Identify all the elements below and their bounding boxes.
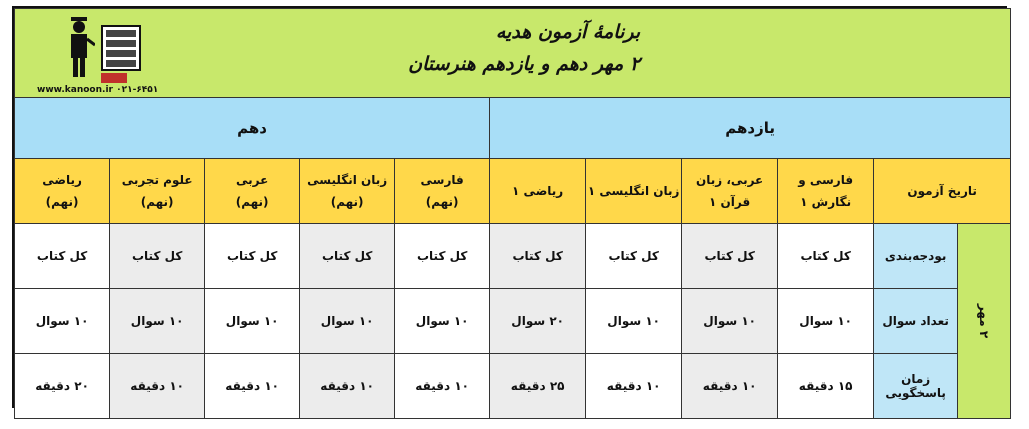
table-cell: کل کتاب: [586, 224, 682, 289]
subject-header: زبان انگلیسی (نهم): [300, 159, 395, 224]
logo-badge-icon: [101, 73, 127, 83]
table-cell: ۱۰ دقیقه: [682, 354, 778, 419]
table-cell: ۱۰ دقیقه: [110, 354, 205, 419]
table-cell: کل کتاب: [110, 224, 205, 289]
table-cell: ۱۰ سوال: [300, 289, 395, 354]
table-cell: کل کتاب: [490, 224, 586, 289]
table-cell: ۲۰ دقیقه: [15, 354, 110, 419]
schedule-grid: [14, 8, 1011, 419]
table-cell: ۱۰ سوال: [15, 289, 110, 354]
title-banner: [15, 9, 1011, 98]
subject-header: ریاضی ۱: [490, 159, 586, 224]
table-cell: ۱۰ سوال: [205, 289, 300, 354]
subject-header: علوم تجربی (نهم): [110, 159, 205, 224]
table-cell: کل کتاب: [205, 224, 300, 289]
subject-header: ریاضی (نهم): [15, 159, 110, 224]
table-cell: ۱۰ دقیقه: [395, 354, 490, 419]
table-cell: ۲۵ دقیقه: [490, 354, 586, 419]
table-cell: کل کتاب: [682, 224, 778, 289]
table-cell: کل کتاب: [300, 224, 395, 289]
logo-footer-text: www.kanoon.ir ۰۲۱-۶۴۵۱: [37, 85, 159, 95]
subject-header: فارسی (نهم): [395, 159, 490, 224]
subject-header: عربی (نهم): [205, 159, 300, 224]
table-cell: ۱۰ سوال: [395, 289, 490, 354]
table-cell: ۱۵ دقیقه: [778, 354, 874, 419]
page-title: برنامۀ آزمون هدیه: [495, 21, 641, 43]
exam-schedule-table: [12, 6, 1007, 408]
table-cell: کل کتاب: [778, 224, 874, 289]
table-cell: ۱۰ سوال: [586, 289, 682, 354]
table-cell: ۱۰ سوال: [682, 289, 778, 354]
logo-board-icon: [101, 25, 141, 71]
date-column-header: تاریخ آزمون: [874, 159, 1011, 224]
table-cell: ۱۰ دقیقه: [205, 354, 300, 419]
row-label-answer-time: زمان پاسخگویی: [874, 354, 958, 419]
table-cell: ۱۰ دقیقه: [586, 354, 682, 419]
table-cell: کل کتاب: [395, 224, 490, 289]
table-cell: ۱۰ دقیقه: [300, 354, 395, 419]
page-subtitle: ۲ مهر دهم و یازدهم هنرستان: [408, 53, 641, 75]
teacher-figure-icon: [63, 17, 95, 79]
row-label-question-count: تعداد سوال: [874, 289, 958, 354]
group-header-yazdahom: یازدهم: [490, 98, 1011, 159]
table-cell: ۱۰ سوال: [110, 289, 205, 354]
subject-header: زبان انگلیسی ۱: [586, 159, 682, 224]
kanoon-logo: [23, 15, 173, 95]
table-cell: ۱۰ سوال: [778, 289, 874, 354]
exam-date-cell: ۲ مهر: [958, 224, 1011, 419]
subject-header: عربی، زبان قرآن ۱: [682, 159, 778, 224]
row-label-budget: بودجه‌بندی: [874, 224, 958, 289]
table-cell: کل کتاب: [15, 224, 110, 289]
table-cell: ۲۰ سوال: [490, 289, 586, 354]
subject-header: فارسی و نگارش ۱: [778, 159, 874, 224]
group-header-dahom: دهم: [15, 98, 490, 159]
